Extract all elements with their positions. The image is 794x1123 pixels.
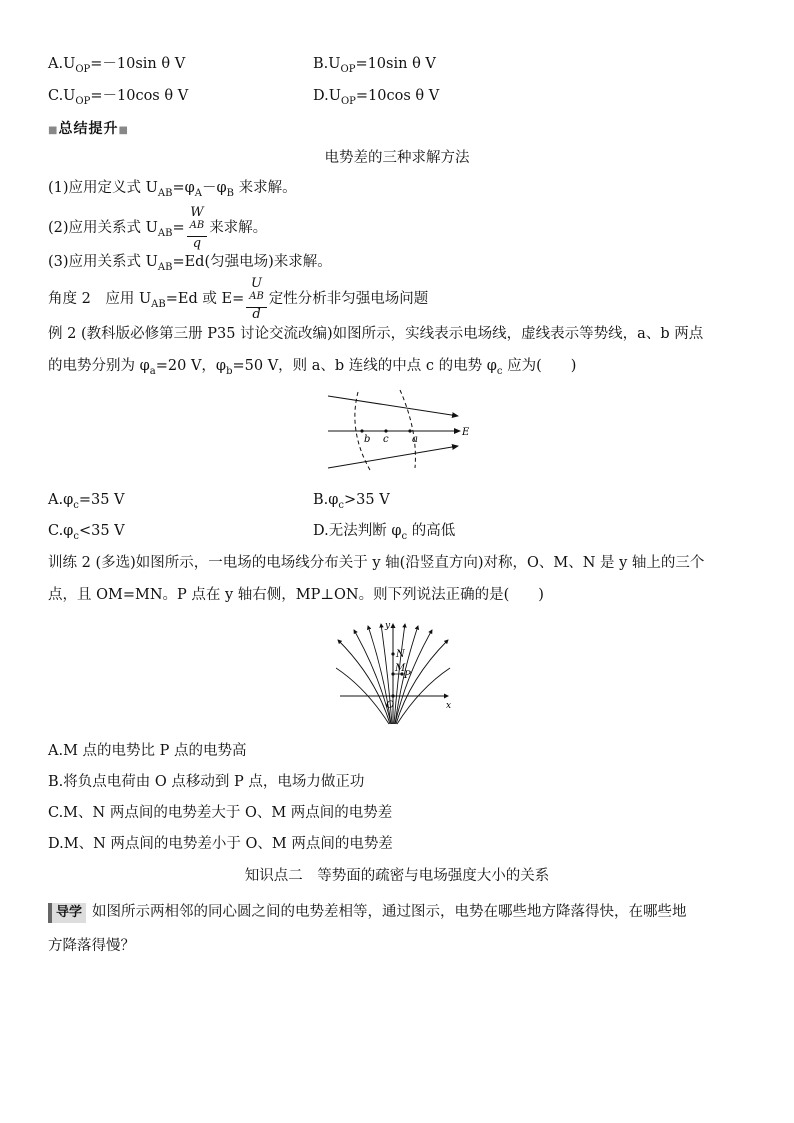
example-2-line-2: 的电势分别为 $\varphi_a=20$ V，$\varphi_b=50$ V，则 a、b 连线的中点 c 的电势 $\varphi_c$ 应为( ) [48,358,577,377]
option-d: $D.U_{OP}=10\cos$ θ V [313,88,440,107]
summary-tag: ■总结提升■ [48,121,129,137]
guide-line-1: 导学 如图所示两相邻的同心圆之间的电势差相等，通过图示，电势在哪些地方降落得快，在哪些地 [48,902,687,923]
fraction-u-over-d: U $^{AB}$ d [246,277,267,321]
label-x: x [446,701,452,711]
example-2-option-c: $C.\varphi_c<35$ V [48,523,125,542]
label-a: a [412,434,418,445]
label-n: N [396,649,405,660]
summary-title: 电势差的三种求解方法 [324,150,470,166]
label-o: O [386,700,395,711]
option-a: $A.U_{OP}=-10\sin$ θ V [48,56,186,75]
training-2-option-d: D.M、N 两点间的电势差小于 O、M 两点间的电势差 [48,836,393,852]
example-2-option-b: $B.\varphi_c>35$ V [313,492,390,511]
summary-item-2: (2)应用关系式 $U_{AB}=$ W $^{AB}$ q 来求解。 [48,205,268,252]
equipotential-line-a [400,390,415,468]
field-line-l1 [338,640,390,724]
angle-2-heading: 角度 2 应用 $U_{AB}=Ed$ 或 E= U $^{AB}$ d 定性分析非匀强电场问题 [48,276,429,323]
fraction-w-over-q: W $^{AB}$ q [187,206,208,250]
label-b: b [364,434,371,445]
label-m: M [395,663,406,674]
point-o [391,694,394,697]
option-b: $B.U_{OP}=10\sin$ θ V [313,56,436,75]
training-2-option-c: C.M、N 两点间的电势差大于 O、M 两点间的电势差 [48,805,393,821]
knowledge-point-2-title: 知识点二 等势面的疏密与电场强度大小的关系 [244,868,550,884]
training-2-option-b: B.将负点电荷由 O 点移动到 P 点，电场力做正功 [48,774,365,790]
training-2-option-a: A.M 点的电势比 P 点的电势高 [48,743,247,759]
guide-line-2: 方降落得慢？ [48,938,135,954]
summary-item-1: (1)应用定义式 $U_{AB}=\varphi_A-\varphi_B$ 来求解。 [48,180,297,199]
summary-item-3: (3)应用关系式 $U_{AB}=Ed$(匀强电场)来求解。 [48,254,332,273]
label-y: y [385,621,391,631]
field-line-figure [320,388,480,474]
example-2-option-d: D.无法判断 $\varphi_c$ 的高低 [313,523,456,542]
point-n [391,652,394,655]
label-e: E [462,427,470,438]
example-2-line-1: 例 2 (教科版必修第三册 P35 讨论交流改编)如图所示，实线表示电场线，虚线表示等势线，a、b 两点 [48,326,704,342]
label-p: P [404,670,411,681]
label-c: c [383,434,389,445]
field-line-bottom [328,446,458,468]
example-2-option-a: $A.\varphi_c=35$ V [48,492,125,511]
field-line-top [328,396,458,416]
point-b [360,429,363,432]
training-2-line-2: 点，且 OM=MN。P 点在 y 轴右侧，MP⊥ON。则下列说法正确的是( ) [48,587,544,603]
training-2-line-1: 训练 2 (多选)如图所示，一电场的电场线分布关于 y 轴(沿竖直方向)对称，O、M、N 是 y 轴上的三个 [48,555,705,571]
point-c [384,429,387,432]
daoxue-tag: 导学 [48,903,86,923]
option-c: $C.U_{OP}=-10\cos$ θ V [48,88,189,107]
symmetric-field-figure [336,618,460,730]
point-a [408,429,411,432]
